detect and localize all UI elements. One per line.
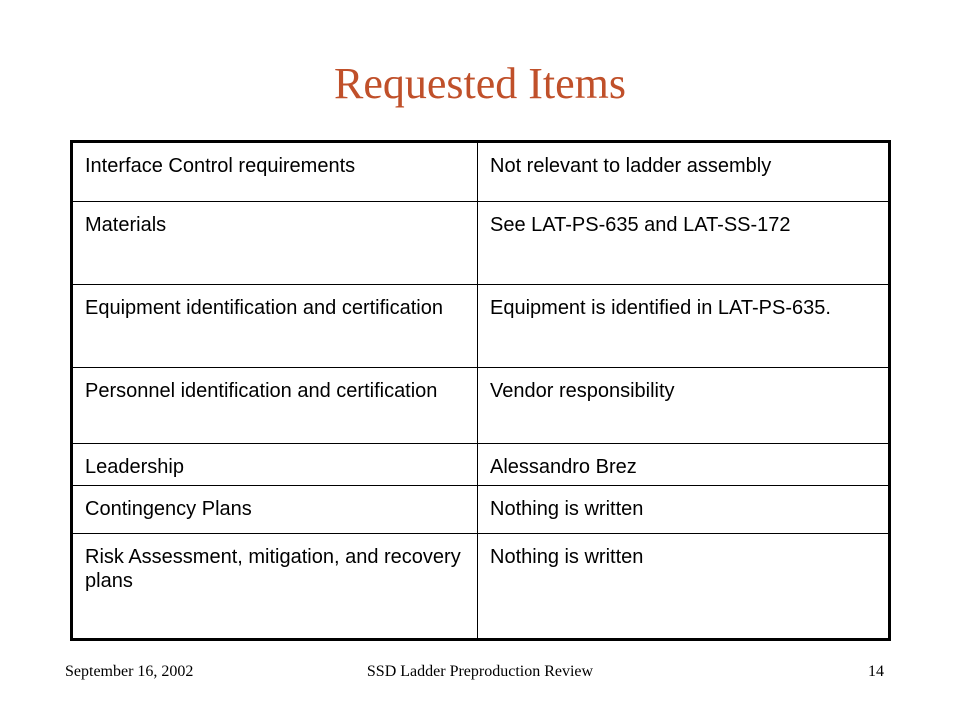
status-cell: Not relevant to ladder assembly [478, 142, 890, 202]
item-cell: Risk Assessment, mitigation, and recovery plans [72, 534, 478, 640]
item-cell: Equipment identification and certification [72, 285, 478, 368]
item-cell: Interface Control requirements [72, 142, 478, 202]
table-row [72, 142, 890, 202]
status-cell: Nothing is written [478, 534, 890, 640]
status-cell: Vendor responsibility [478, 368, 890, 444]
footer-presentation-title: SSD Ladder Preproduction Review [366, 663, 594, 680]
item-cell: Personnel identification and certification [72, 368, 478, 444]
table-row [72, 202, 890, 285]
table-row [72, 444, 890, 486]
status-cell: Nothing is written [478, 486, 890, 534]
status-cell: Alessandro Brez [478, 444, 890, 486]
footer-date: September 16, 2002 [65, 663, 194, 680]
table-row [72, 285, 890, 368]
item-cell: Leadership [72, 444, 478, 486]
table-row [72, 534, 890, 640]
item-cell: Contingency Plans [72, 486, 478, 534]
table-row [72, 368, 890, 444]
status-cell: See LAT-PS-635 and LAT-SS-172 [478, 202, 890, 285]
status-cell: Equipment is identified in LAT-PS-635. [478, 285, 890, 368]
table-row [72, 486, 890, 534]
footer-page-number: 14 [868, 663, 884, 680]
item-cell: Materials [72, 202, 478, 285]
requested-items-table [70, 140, 891, 641]
slide-title: Requested Items [333, 59, 627, 108]
